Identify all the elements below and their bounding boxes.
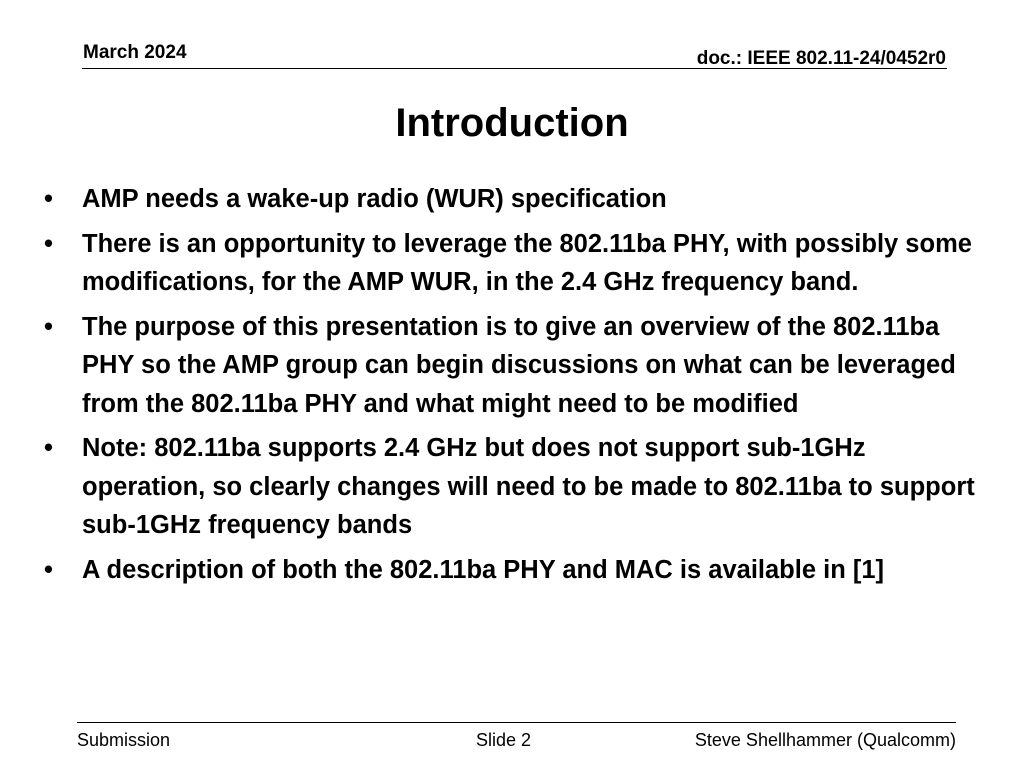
header-date: March 2024	[83, 42, 187, 63]
bullet-symbol: •	[44, 434, 53, 462]
bullet-item	[44, 180, 984, 219]
slide-title: Introduction	[395, 101, 629, 145]
bullet-symbol: •	[44, 555, 53, 584]
bullet-symbol: •	[44, 312, 53, 341]
footer-slide-number: Slide 2	[476, 730, 532, 750]
bullet-text: AMP needs a wake-up radio (WUR) specification	[82, 185, 667, 213]
bullet-text: The purpose of this presentation is to give an overview of the 802.11ba PHY so the AMP group can begin discussions on what can be leveraged from the 802.11ba PHY and what might need to be modified	[82, 312, 956, 418]
header-doc-id: doc.: IEEE 802.11-24/0452r0	[696, 48, 946, 69]
bullet-symbol: •	[44, 185, 53, 213]
footer-submission: Submission	[77, 730, 171, 750]
footer-divider	[77, 722, 956, 723]
bullet-text: A description of both the 802.11ba PHY and MAC is available in [1]	[82, 555, 885, 584]
header-divider	[82, 68, 947, 69]
bullet-symbol: •	[44, 229, 53, 258]
bullet-item	[44, 225, 984, 302]
bullet-text: Note: 802.11ba supports 2.4 GHz but does not support sub-1GHz operation, so clearly changes will need to be made to 802.11ba to support sub-1GHz frequency bands	[82, 434, 975, 539]
bullet-list	[44, 180, 984, 595]
bullet-item	[44, 308, 984, 424]
bullet-text: There is an opportunity to leverage the 802.11ba PHY, with possibly some modifications, for the AMP WUR, in the 2.4 GHz frequency band.	[82, 229, 972, 296]
bullet-item	[44, 429, 984, 545]
bullet-item	[44, 551, 984, 590]
footer-author: Steve Shellhammer (Qualcomm)	[694, 730, 956, 750]
